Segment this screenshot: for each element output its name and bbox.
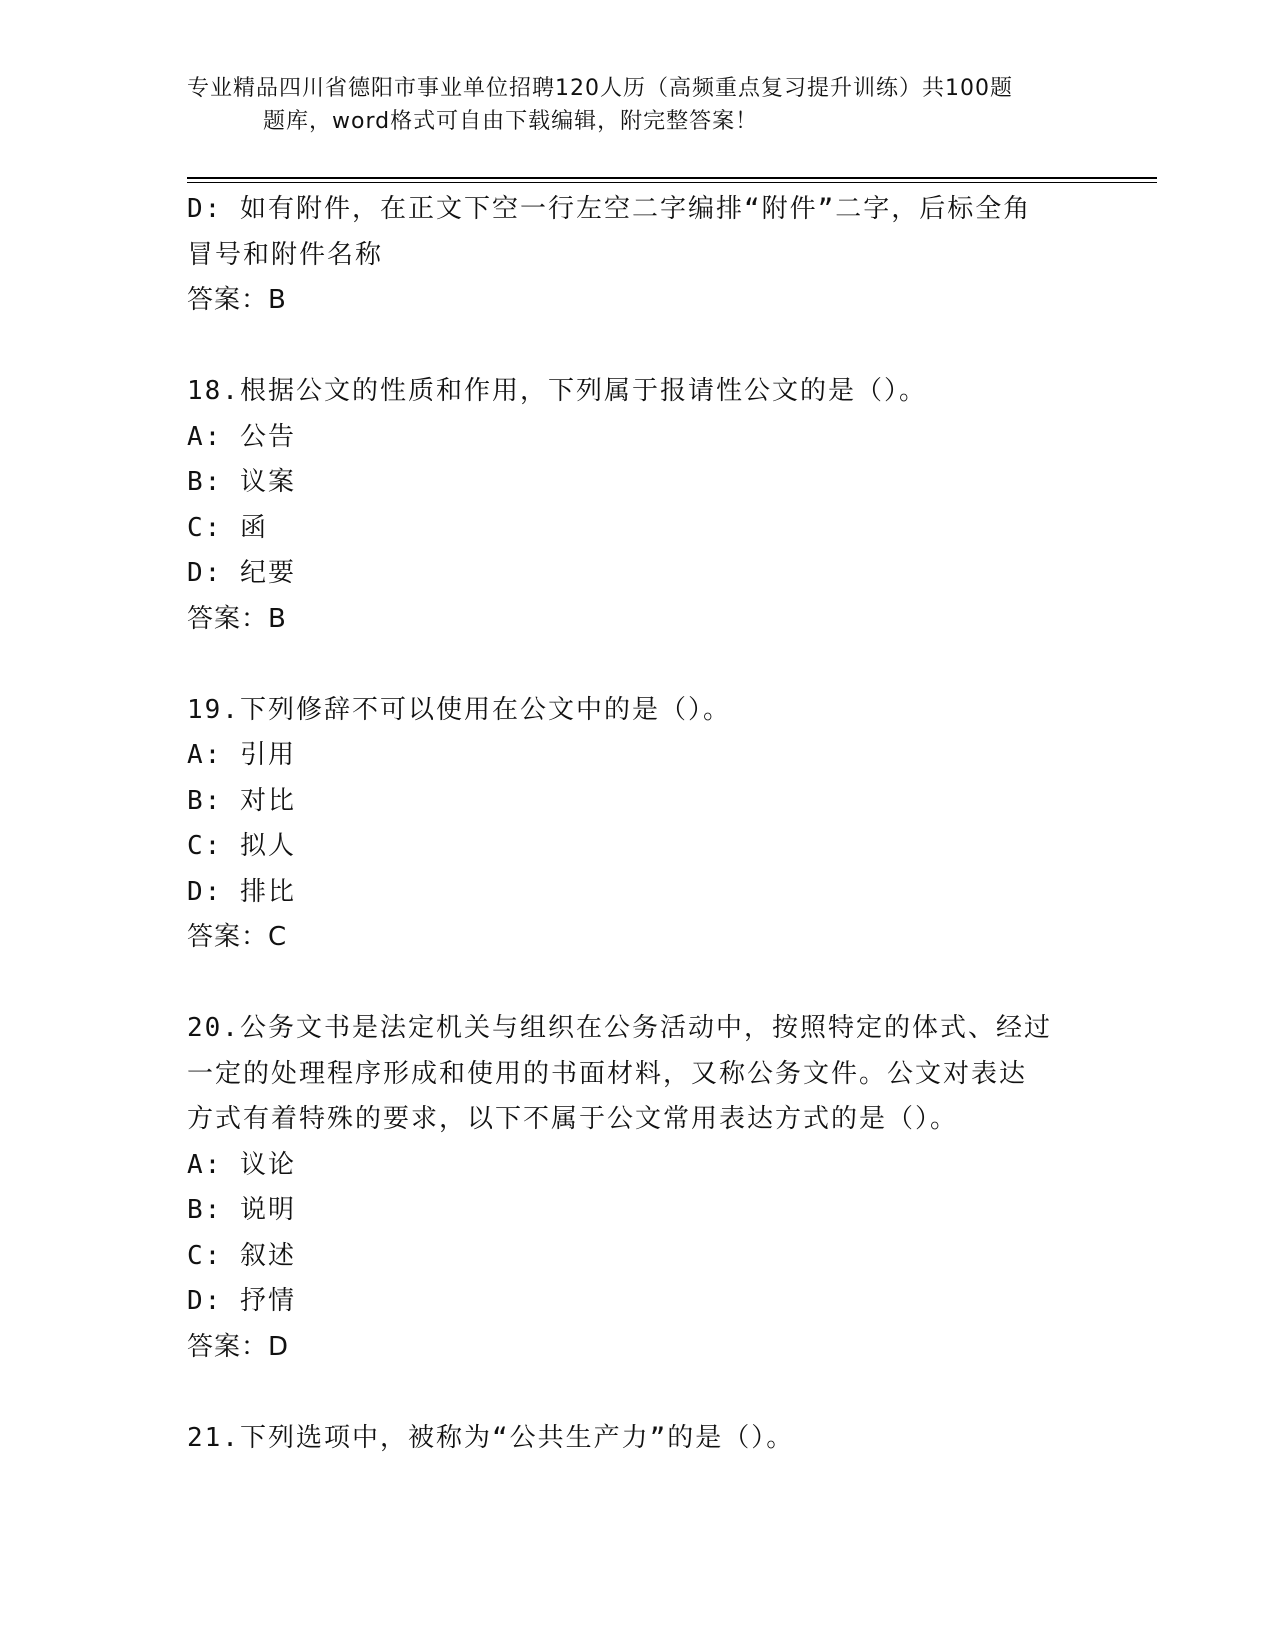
question-21-text: 21.下列选项中，被称为“公共生产力”的是（）。 [187, 1422, 795, 1453]
question-18-text: 18.根据公文的性质和作用，下列属于报请性公文的是（）。 [187, 376, 927, 406]
option-b: B: 对比 [187, 785, 296, 816]
option-d-line1: D: 如有附件，在正文下空一行左空二字编排“附件”二字，后标全角 [187, 194, 1032, 224]
option-c: C: 函 [187, 512, 268, 543]
spacer [187, 1370, 1087, 1416]
option-a: A: 公告 [187, 421, 296, 452]
question-20-line2: 一定的处理程序形成和使用的书面材料，又称公务文件。公文对表达 [187, 1058, 1028, 1089]
option-a: A: 引用 [187, 740, 296, 770]
question-20-line3: 方式有着特殊的要求，以下不属于公文常用表达方式的是（）。 [187, 1104, 959, 1134]
answer-17: 答案：B [187, 285, 287, 315]
option-c: C: 拟人 [187, 831, 296, 861]
question-20 [187, 1006, 1087, 1370]
question-19 [187, 688, 1087, 961]
answer-19: 答案：C [187, 922, 288, 952]
option-d: D: 抒情 [187, 1286, 296, 1316]
option-c: C: 叙述 [187, 1240, 296, 1271]
header-title-line1: 专业精品四川省德阳市事业单位招聘120人历（高频重点复习提升训练）共100题 [187, 76, 1013, 101]
question-17-tail [187, 187, 1087, 324]
option-d: D: 纪要 [187, 558, 296, 588]
option-d: D: 排比 [187, 876, 296, 907]
question-20-line1: 20.公务文书是法定机关与组织在公务活动中，按照特定的体式、经过 [187, 1013, 1052, 1043]
option-b: B: 议案 [187, 467, 296, 497]
header-rule-thin [187, 182, 1157, 183]
question-19-text: 19.下列修辞不可以使用在公文中的是（）。 [187, 694, 731, 725]
option-d-line2: 冒号和附件名称 [187, 239, 384, 270]
option-a: A: 议论 [187, 1149, 296, 1180]
spacer [187, 324, 1087, 370]
header-rule-thick [187, 177, 1157, 179]
spacer [187, 961, 1087, 1007]
option-b: B: 说明 [187, 1195, 296, 1225]
question-21 [187, 1416, 1087, 1462]
header-title-line2: 题库，word格式可自由下载编辑，附完整答案！ [263, 109, 759, 134]
answer-18: 答案：B [187, 603, 287, 634]
spacer [187, 642, 1087, 688]
document-header [187, 72, 1087, 138]
answer-20: 答案：D [187, 1331, 290, 1362]
question-18 [187, 369, 1087, 642]
question-content [187, 187, 1087, 1461]
